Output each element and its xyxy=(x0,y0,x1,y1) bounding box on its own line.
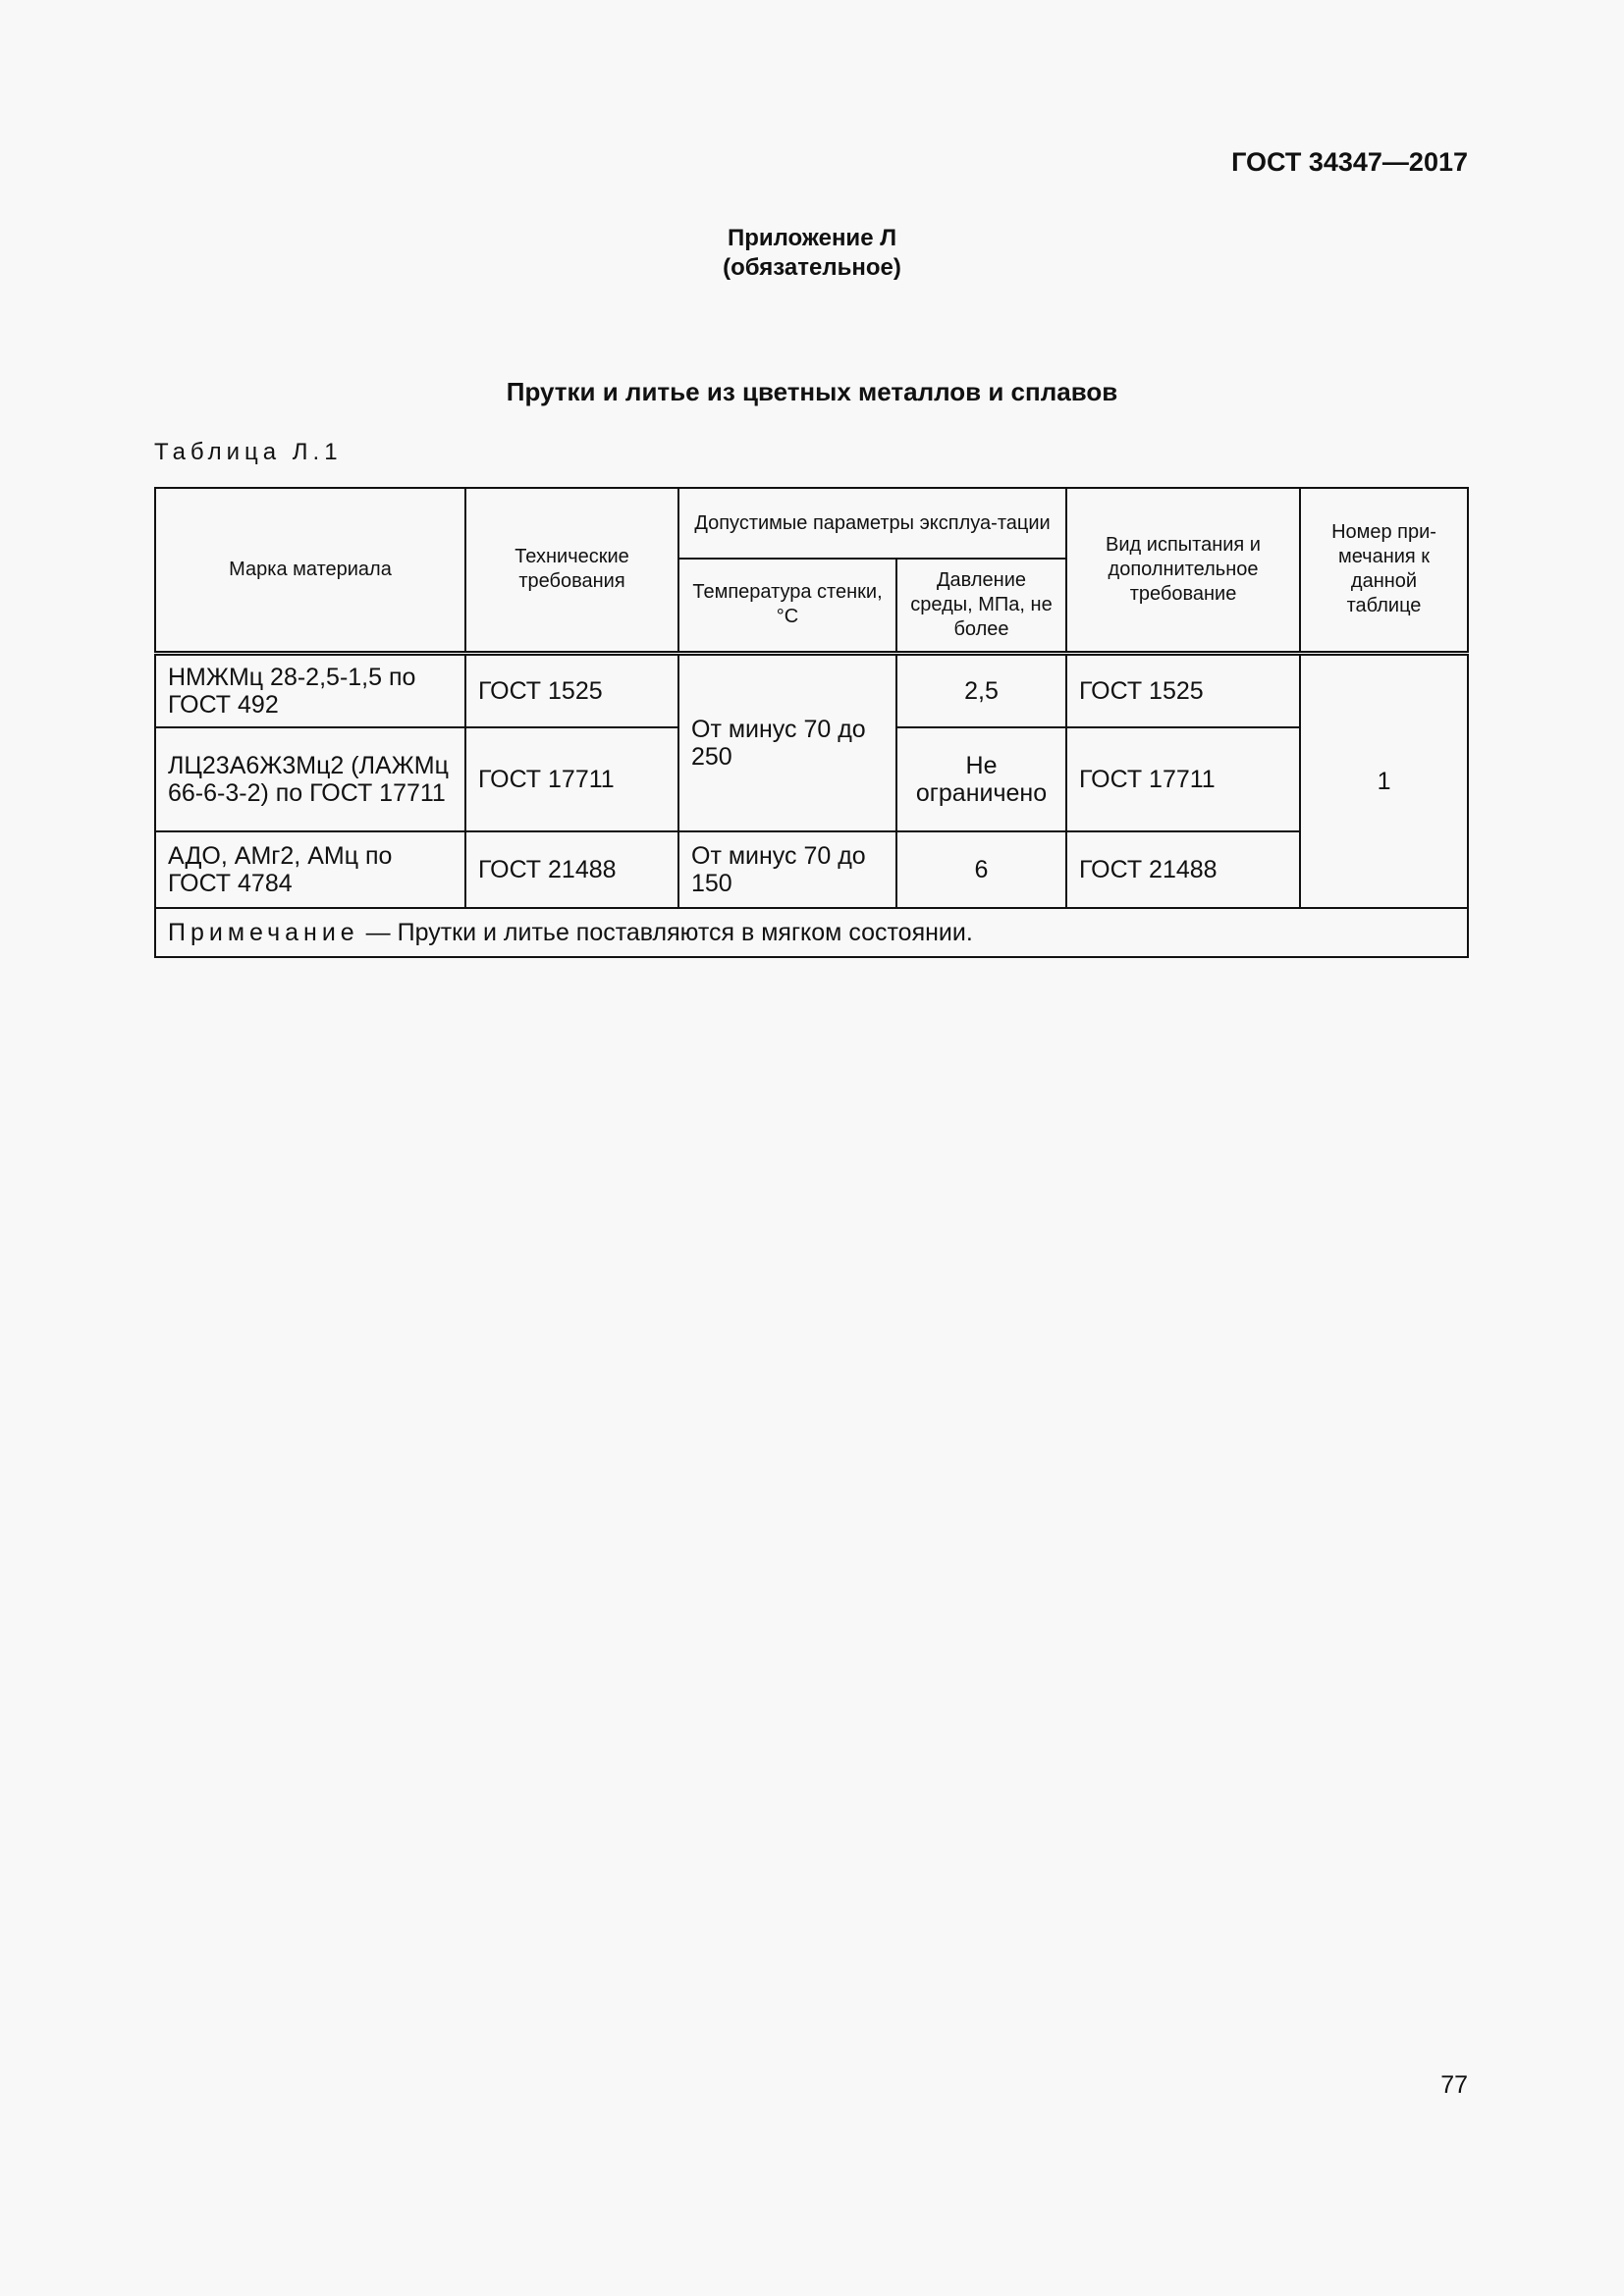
cell-test-type: ГОСТ 21488 xyxy=(1066,831,1300,908)
header-wall-temperature: Температура стенки, °С xyxy=(678,559,896,653)
appendix-status: (обязательное) xyxy=(723,254,901,281)
cell-note-number-merged: 1 xyxy=(1300,653,1468,908)
footnote-label: Примечание xyxy=(168,919,359,946)
cell-test-type: ГОСТ 17711 xyxy=(1066,727,1300,831)
table-header-row xyxy=(155,488,1468,559)
standard-code: ГОСТ 34347—2017 xyxy=(1231,147,1468,177)
footnote-dash: — xyxy=(365,919,391,946)
appendix-title: Приложение Л xyxy=(727,225,897,251)
table-row xyxy=(155,653,1468,727)
cell-pressure: Не ограничено xyxy=(896,727,1066,831)
cell-tech-requirements: ГОСТ 17711 xyxy=(465,727,678,831)
cell-pressure: 6 xyxy=(896,831,1066,908)
header-operating-params: Допустимые параметры эксплуа-тации xyxy=(678,488,1066,559)
cell-tech-requirements: ГОСТ 21488 xyxy=(465,831,678,908)
cell-material: ЛЦ23А6Ж3Мц2 (ЛАЖМц 66-6-3-2) по ГОСТ 17711 xyxy=(155,727,465,831)
appendix-heading xyxy=(0,224,1624,283)
cell-material: НМЖМц 28-2,5-1,5 по ГОСТ 492 xyxy=(155,653,465,727)
cell-wall-temperature: От минус 70 до 150 xyxy=(678,831,896,908)
page-number: 77 xyxy=(1440,2071,1468,2099)
section-title: Прутки и литье из цветных металлов и сплавов xyxy=(506,377,1118,406)
table-row xyxy=(155,831,1468,908)
footnote-text: Прутки и литье поставляются в мягком состоянии. xyxy=(397,919,973,946)
cell-tech-requirements: ГОСТ 1525 xyxy=(465,653,678,727)
table-footnote xyxy=(155,908,1468,957)
materials-table xyxy=(154,487,1469,958)
header-pressure: Давление среды, МПа, не более xyxy=(896,559,1066,653)
cell-wall-temperature-merged: От минус 70 до 250 xyxy=(678,653,896,831)
table-caption: Таблица Л.1 xyxy=(154,439,343,465)
header-tech-requirements: Технические требования xyxy=(465,488,678,653)
header-material: Марка материала xyxy=(155,488,465,653)
header-test-type: Вид испытания и дополнительное требование xyxy=(1066,488,1300,653)
table-footnote-row xyxy=(155,908,1468,957)
cell-material: АДО, АМг2, АМц по ГОСТ 4784 xyxy=(155,831,465,908)
cell-test-type: ГОСТ 1525 xyxy=(1066,653,1300,727)
cell-pressure: 2,5 xyxy=(896,653,1066,727)
header-note-number: Номер при-мечания к данной таблице xyxy=(1300,488,1468,653)
